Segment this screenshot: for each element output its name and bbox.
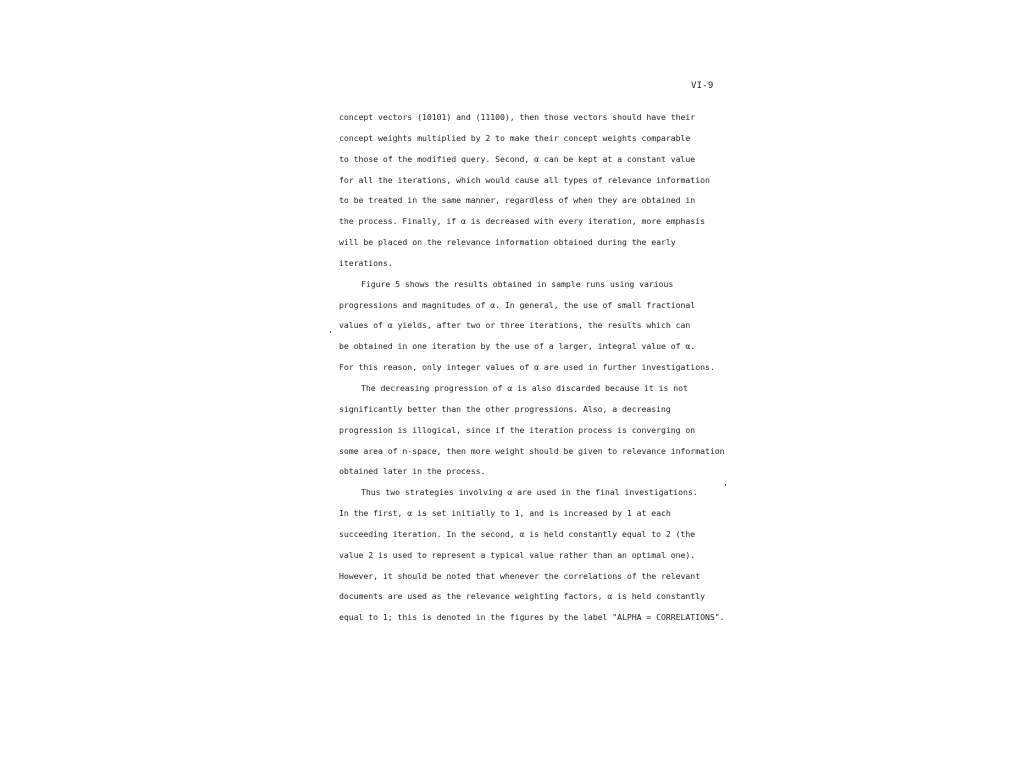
- text-line: concept weights multiplied by 2 to make their concept weights comparable: [339, 132, 691, 143]
- text-line: value 2 is used to represent a typical value rather than an optimal one).: [339, 549, 696, 560]
- text-line: For this reason, only integer values of α are used in further investigations.: [339, 362, 715, 373]
- text-line: for all the iterations, which would cause all types of relevance information: [339, 174, 710, 185]
- text-line: to be treated in the same manner, regardless of when they are obtained in: [339, 195, 696, 206]
- text-line: In the first, α is set initially to 1, and is increased by 1 at each: [339, 508, 671, 519]
- text-line: However, it should be noted that whenever the correlations of the relevant: [339, 570, 701, 581]
- text-line: The decreasing progression of α is also discarded because it is not: [361, 382, 688, 393]
- text-line: will be placed on the relevance information obtained during the early: [339, 237, 676, 248]
- text-line: be obtained in one iteration by the use of a larger, integral value of α.: [339, 341, 696, 352]
- text-line: the process. Finally, if α is decreased with every iteration, more emphasis: [339, 216, 705, 227]
- text-line: obtained later in the process.: [339, 466, 486, 477]
- text-line: iterations.: [339, 257, 393, 268]
- text-line: progressions and magnitudes of α. In general, the use of small fractional: [339, 299, 696, 310]
- text-line: progression is illogical, since if the iteration process is converging on: [339, 424, 696, 435]
- scan-speck: [330, 331, 331, 333]
- text-line: significantly better than the other progressions. Also, a decreasing: [339, 403, 671, 414]
- text-line: equal to 1; this is denoted in the figures by the label "ALPHA = CORRELATIONS".: [339, 612, 725, 623]
- scan-speck: [725, 484, 726, 486]
- text-line: Figure 5 shows the results obtained in sample runs using various: [361, 278, 674, 289]
- text-line: documents are used as the relevance weighting factors, α is held constantly: [339, 591, 705, 602]
- text-line: some area of n-space, then more weight should be given to relevance information: [339, 445, 725, 456]
- text-line: concept vectors (10101) and (11100), then those vectors should have their: [339, 112, 696, 122]
- body-text: [339, 111, 739, 632]
- text-line: Thus two strategies involving α are used in the final investigations.: [361, 487, 698, 498]
- text-line: to those of the modified query. Second, α can be kept at a constant value: [339, 153, 696, 164]
- page-number: VI-9: [691, 81, 714, 91]
- text-line: values of α yields, after two or three iterations, the results which can: [339, 320, 691, 331]
- text-line: succeeding iteration. In the second, α is held constantly equal to 2 (the: [339, 528, 696, 539]
